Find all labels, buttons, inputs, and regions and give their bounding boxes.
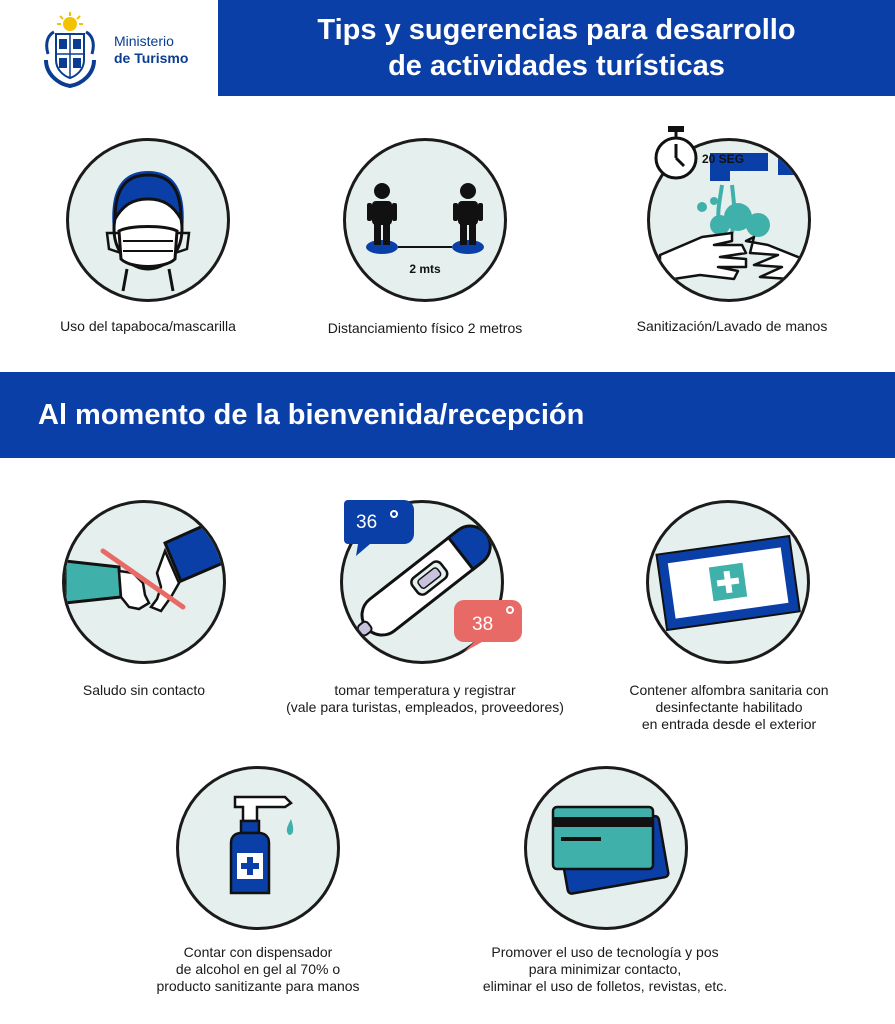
payment-line3: eliminar el uso de folletos, revistas, etc. xyxy=(482,978,728,994)
payment-circle xyxy=(524,766,688,930)
tip-distance-label: Distanciamiento físico 2 metros xyxy=(327,320,523,336)
payment-line2: para minimizar contacto, xyxy=(528,961,682,977)
tip-mask-label: Uso del tapaboca/mascarilla xyxy=(60,318,236,334)
distance-value: 2 mts xyxy=(409,262,441,276)
payment-line1: Promover el uso de tecnología y pos xyxy=(491,944,719,960)
gel-line1: Contar con dispensador xyxy=(183,944,333,960)
logo-text xyxy=(114,33,188,67)
mat-label xyxy=(594,682,864,733)
distancing-icon xyxy=(346,141,504,299)
title-line2: de actividades turísticas xyxy=(388,50,725,82)
face-mask-icon xyxy=(69,141,227,299)
high-temp-value: 38 xyxy=(472,614,494,635)
tip-handwash-label: Sanitización/Lavado de manos xyxy=(636,318,828,334)
gel-line2: de alcohol en gel al 70% o xyxy=(175,961,341,977)
mat-line2: desinfectante habilitado xyxy=(655,699,803,715)
distance-circle xyxy=(343,138,507,302)
gel-dispenser-icon xyxy=(179,769,337,927)
logo-line1: Ministerio xyxy=(114,33,174,49)
payment-card-icon xyxy=(527,769,685,927)
coat-of-arms-icon xyxy=(36,10,104,90)
timer-label: 20 SEG xyxy=(702,152,745,166)
low-temp-value: 36 xyxy=(356,512,378,533)
logo xyxy=(0,0,218,96)
stopwatch-icon xyxy=(646,124,706,184)
sanitary-mat-icon xyxy=(649,503,807,661)
mat-circle xyxy=(646,500,810,664)
page-title xyxy=(218,0,895,96)
no-handshake-icon xyxy=(65,503,223,661)
mat-line3: en entrada desde el exterior xyxy=(641,716,817,732)
payment-label xyxy=(452,944,758,995)
mask-circle xyxy=(66,138,230,302)
low-temp-bubble-icon xyxy=(342,498,416,558)
title-line1: Tips y sugerencias para desarrollo xyxy=(317,14,796,46)
greeting-line1: Saludo sin contacto xyxy=(82,682,206,698)
mat-line1: Contener alfombra sanitaria con xyxy=(629,682,829,698)
gel-circle xyxy=(176,766,340,930)
greeting-label xyxy=(22,682,266,699)
gel-line3: producto sanitizante para manos xyxy=(156,978,360,994)
temperature-line1: tomar temperatura y registrar xyxy=(334,682,516,698)
header xyxy=(0,0,895,96)
greeting-circle xyxy=(62,500,226,664)
gel-label xyxy=(128,944,388,995)
section-title: Al momento de la bienvenida/recepción xyxy=(0,372,895,458)
logo-line2: de Turismo xyxy=(114,50,189,66)
temperature-label xyxy=(262,682,588,716)
temperature-line2: (vale para turistas, empleados, proveedores) xyxy=(286,699,564,715)
